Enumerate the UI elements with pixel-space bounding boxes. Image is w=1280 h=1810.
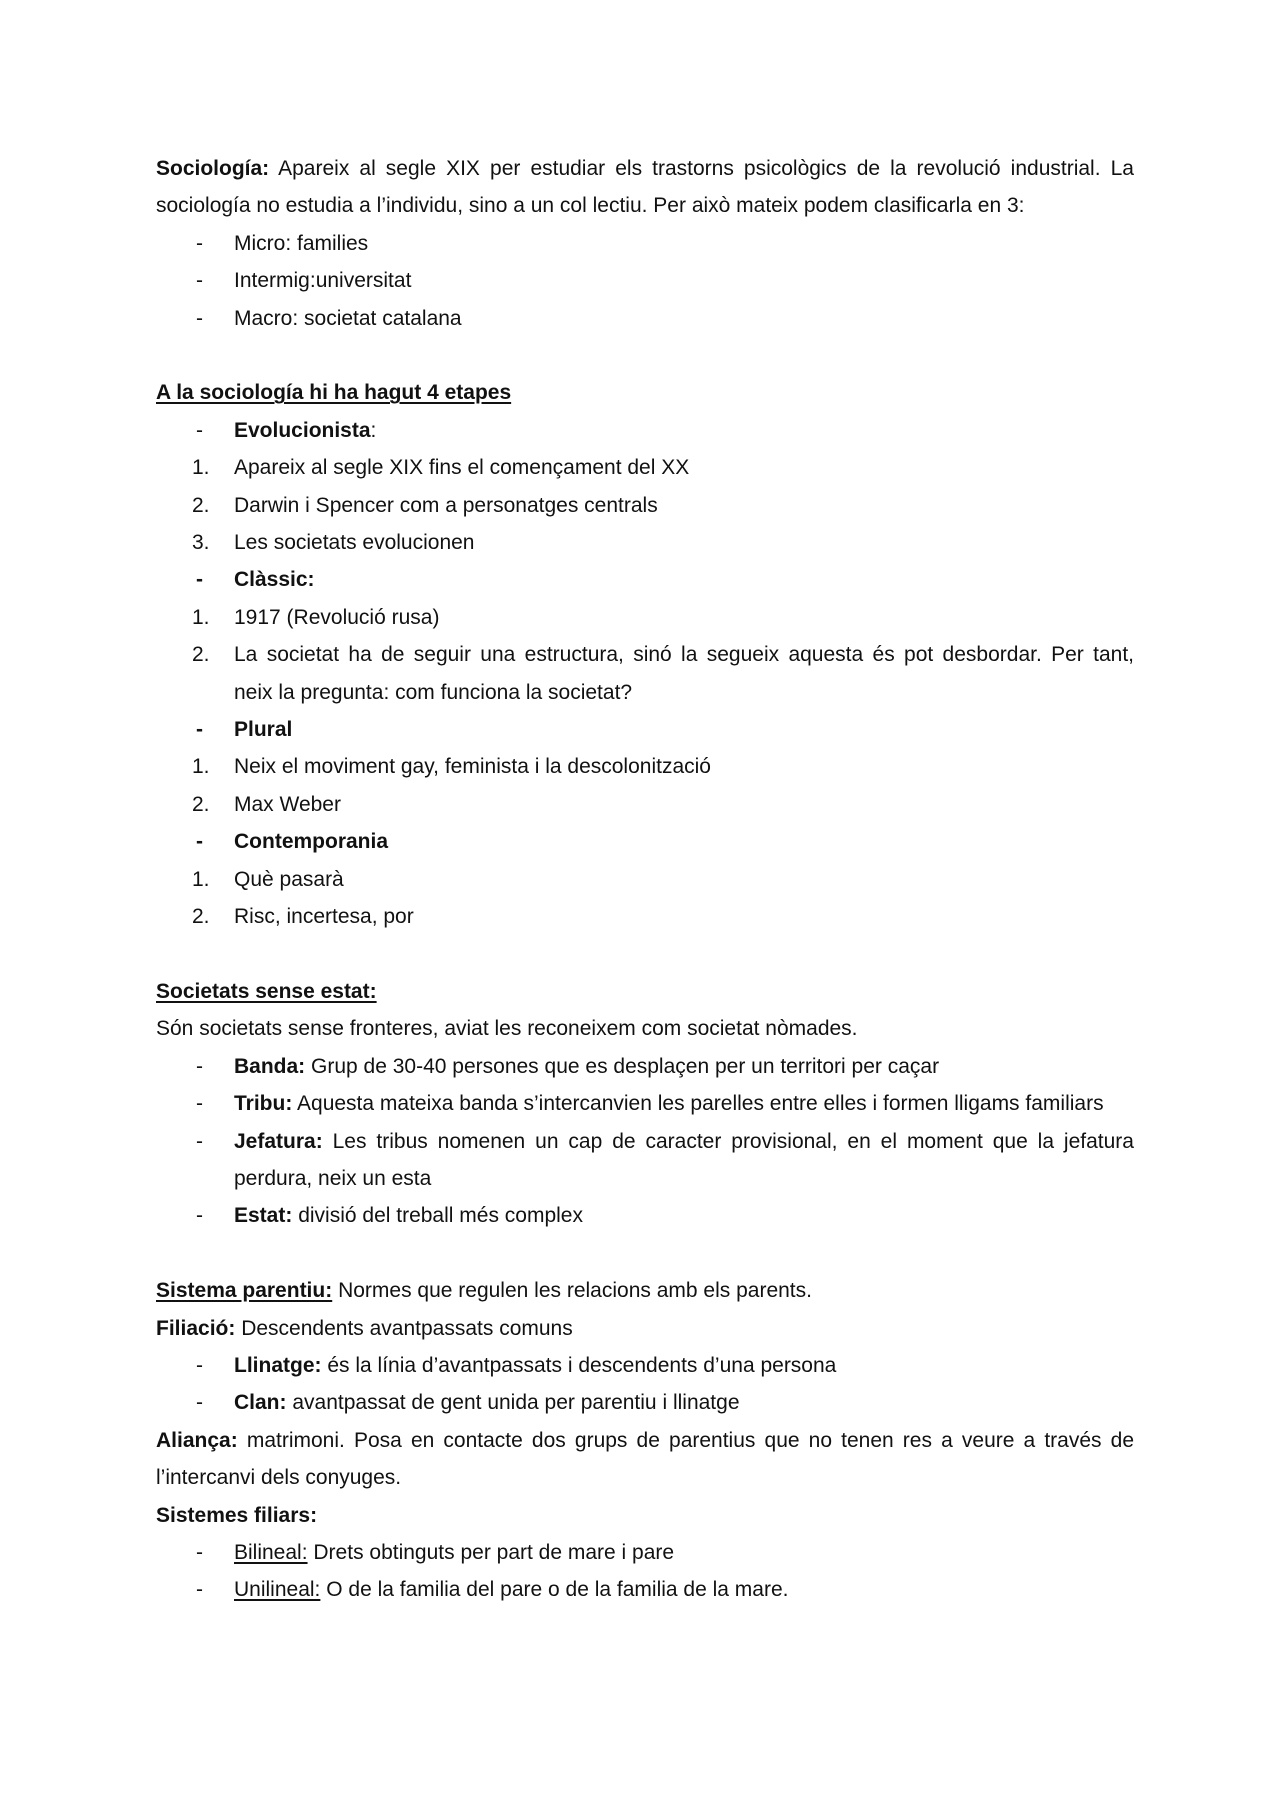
list-item <box>156 599 1134 636</box>
term-label: Aliança: <box>156 1428 238 1452</box>
dash-marker: - <box>196 1054 203 1078</box>
item-text: Max Weber <box>234 792 341 816</box>
stage-contemporania <box>156 823 1134 860</box>
list-item <box>156 487 1134 524</box>
stage-classic <box>156 561 1134 598</box>
item-text: Apareix al segle XIX fins el començament del XX <box>234 456 690 480</box>
stage-label: Clàssic: <box>234 568 315 592</box>
list-item <box>156 1123 1134 1160</box>
term-text: O de la familia del pare o de la familia de la mare. <box>326 1578 789 1602</box>
item-text: Darwin i Spencer com a personatges centrals <box>234 493 658 517</box>
sistemes-filiars-heading <box>156 1497 1134 1534</box>
term-label: Unilineal: <box>234 1578 321 1602</box>
dash-marker: - <box>196 1578 203 1602</box>
list-item <box>156 1197 1134 1234</box>
stages-heading-text: A la sociología hi ha hagut 4 etapes <box>156 381 512 405</box>
document-page <box>156 150 1134 1609</box>
list-item <box>156 636 1134 673</box>
list-item <box>156 300 1134 337</box>
dash-marker: - <box>196 830 203 854</box>
level-macro: Macro: societat catalana <box>234 306 462 330</box>
stage-evolucionista <box>156 412 1134 449</box>
item-text: 1917 (Revolució rusa) <box>234 605 440 629</box>
stateless-heading <box>156 973 1134 1010</box>
alianca-line-2: l’intercanvi dels conyuges. <box>156 1466 402 1490</box>
number-marker: 1. <box>192 755 210 779</box>
number-marker: 2. <box>192 792 210 816</box>
list-item <box>156 1048 1134 1085</box>
list-item <box>156 1085 1134 1122</box>
term-label: Filiació: <box>156 1316 236 1340</box>
dash-marker: - <box>196 269 203 293</box>
number-marker: 1. <box>192 605 210 629</box>
term-text-line-1: matrimoni. Posa en contacte dos grups de parentius que no tenen res a veure a través de <box>246 1428 1134 1452</box>
number-marker: 2. <box>192 905 210 929</box>
list-item <box>156 1384 1134 1421</box>
stage-suffix: : <box>370 418 377 442</box>
list-item <box>156 449 1134 486</box>
filiacio-line <box>156 1310 1134 1347</box>
spacer <box>156 936 1134 973</box>
term-text: Descendents avantpassats comuns <box>241 1316 573 1340</box>
term-label: Tribu: <box>234 1092 293 1116</box>
stages-heading <box>156 374 1134 411</box>
stateless-intro: Són societats sense fronteres, aviat les reconeixem com societat nòmades. <box>156 1017 858 1041</box>
list-item <box>156 225 1134 262</box>
list-item <box>156 861 1134 898</box>
list-item <box>156 786 1134 823</box>
number-marker: 2. <box>192 643 210 667</box>
term-text: avantpassat de gent unida per parentiu i llinatge <box>292 1391 740 1415</box>
item-text: Què pasarà <box>234 867 344 891</box>
term-label: Llinatge: <box>234 1353 322 1377</box>
list-item <box>156 262 1134 299</box>
term-text: Drets obtinguts per part de mare i pare <box>313 1540 675 1564</box>
item-text: Les societats evolucionen <box>234 531 475 555</box>
list-item <box>156 1571 1134 1608</box>
list-item <box>156 1534 1134 1571</box>
term-label: Banda: <box>234 1054 306 1078</box>
term-label: Jefatura: <box>234 1129 323 1153</box>
dash-marker: - <box>196 306 203 330</box>
dash-marker: - <box>196 1391 203 1415</box>
kinship-definition: Normes que regulen les relacions amb els parents. <box>338 1279 812 1303</box>
item-text-line-1: La societat ha de seguir una estructura, sinó la segueix aquesta és pot desbordar. Per tant, <box>234 643 1134 667</box>
number-marker: 1. <box>192 867 210 891</box>
spacer <box>156 1235 1134 1272</box>
term-label: Sistemes filiars: <box>156 1503 318 1527</box>
dash-marker: - <box>196 418 203 442</box>
dash-marker: - <box>196 568 203 592</box>
stage-label: Plural <box>234 718 293 742</box>
kinship-heading-text: Sistema parentiu: <box>156 1279 333 1303</box>
item-text: Risc, incertesa, por <box>234 905 414 929</box>
stage-plural <box>156 711 1134 748</box>
stage-label: Evolucionista <box>234 418 371 442</box>
level-intermig: Intermig:universitat <box>234 269 412 293</box>
list-item-continuation: perdura, neix un esta <box>234 1166 432 1190</box>
term-text: Aquesta mateixa banda s’intercanvien les parelles entre elles i formen lligams familiars <box>297 1092 1104 1116</box>
number-marker: 2. <box>192 493 210 517</box>
alianca-line-1 <box>156 1422 1134 1459</box>
list-item <box>156 898 1134 935</box>
dash-marker: - <box>196 1540 203 1564</box>
intro-line-1 <box>156 150 1134 187</box>
stateless-heading-text: Societats sense estat: <box>156 979 377 1003</box>
list-item <box>156 748 1134 785</box>
term-label: Clan: <box>234 1391 287 1415</box>
number-marker: 3. <box>192 531 210 555</box>
dash-marker: - <box>196 1092 203 1116</box>
dash-marker: - <box>196 231 203 255</box>
list-item <box>156 1347 1134 1384</box>
item-text: Neix el moviment gay, feminista i la descolonització <box>234 755 711 779</box>
list-item <box>156 524 1134 561</box>
sociologia-label: Sociología: <box>156 157 270 180</box>
dash-marker: - <box>196 1129 203 1153</box>
list-item-continuation: neix la pregunta: com funciona la societat? <box>234 680 633 704</box>
number-marker: 1. <box>192 456 210 480</box>
stage-label: Contemporania <box>234 830 389 854</box>
term-text: és la línia d’avantpassats i descendents d’una persona <box>327 1353 837 1377</box>
dash-marker: - <box>196 1353 203 1377</box>
term-label: Estat: <box>234 1204 293 1228</box>
level-micro: Micro: families <box>234 231 369 255</box>
kinship-heading <box>156 1272 1134 1309</box>
term-text-line-1: Les tribus nomenen un cap de caracter provisional, en el moment que la jefatura <box>332 1129 1134 1153</box>
term-label: Bilineal: <box>234 1540 308 1564</box>
intro-line-2: sociología no estudia a l’individu, sino a un col lectiu. Per això mateix podem clasificarla en 3: <box>156 194 1025 218</box>
spacer <box>156 337 1134 374</box>
term-text: divisió del treball més complex <box>298 1204 583 1228</box>
term-text: Grup de 30-40 persones que es desplaçen per un territori per caçar <box>311 1054 940 1078</box>
intro-text-1: Apareix al segle XIX per estudiar els trastorns psicològics de la revolució industrial. La <box>278 157 1134 180</box>
dash-marker: - <box>196 1204 203 1228</box>
dash-marker: - <box>196 718 203 742</box>
